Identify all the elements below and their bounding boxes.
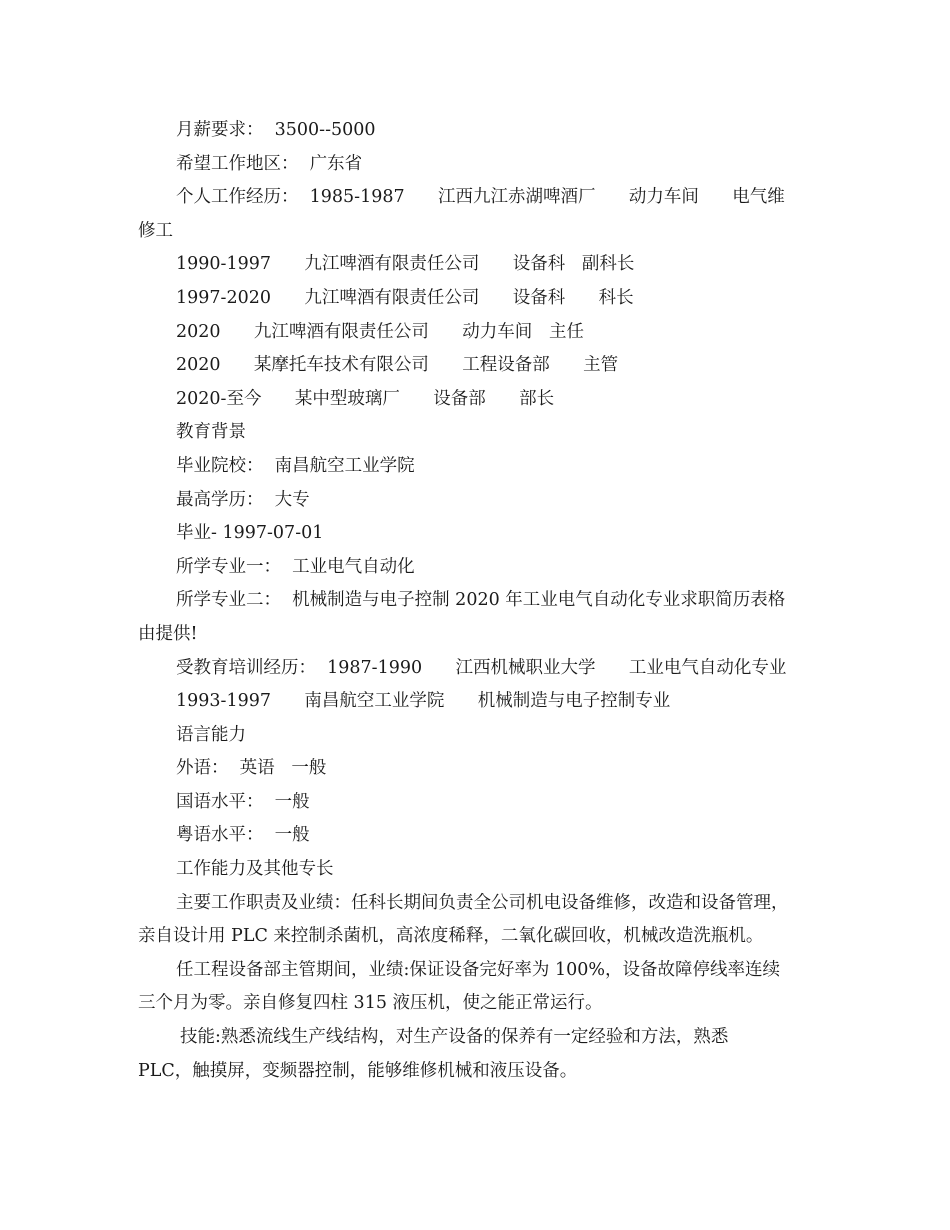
salary-line: 月薪要求： 3500--5000 [176,120,376,140]
work-history-entry: 2020 九江啤酒有限责任公司 动力车间 主任 [176,321,584,342]
location-line: 希望工作地区： 广东省 [176,153,363,174]
degree-line: 最高学历： 大专 [176,489,310,510]
skills-paragraph-continuation: PLC，触摸屏，变频器控制，能够维修机械和液压设备。 [138,1060,578,1081]
cantonese-line: 粤语水平： 一般 [176,825,310,846]
work-history-entry: 2020-至今 某中型玻璃厂 设备部 部长 [176,388,555,409]
duties-paragraph-continuation: 亲自设计用 PLC 来控制杀菌机，高浓度稀释，二氧化碳回收，机械改造洗瓶机。 [138,926,764,947]
training-entry: 1993-1997 南昌航空工业学院 机械制造与电子控制专业 [176,691,671,712]
school-line: 毕业院校： 南昌航空工业学院 [176,455,415,476]
achievement-paragraph-continuation: 三个月为零。亲自修复四柱 315 液压机，使之能正常运行。 [138,993,603,1014]
duties-paragraph-line: 主要工作职责及业绩：任科长期间负责全公司机电设备维修，改造和设备管理， [176,892,789,913]
language-heading: 语言能力 [176,724,246,745]
major-one-line: 所学专业一： 工业电气自动化 [176,556,415,577]
resume-body [138,114,818,1088]
training-line: 受教育培训经历： 1987-1990 江西机械职业大学 工业电气自动化专业 [176,657,787,678]
work-history-continuation: 修工 [138,220,173,241]
abilities-heading: 工作能力及其他专长 [176,859,334,880]
foreign-language-line: 外语： 英语 一般 [176,758,327,779]
education-heading: 教育背景 [176,422,246,443]
graduation-date-line: 毕业- 1997-07-01 [176,523,324,544]
skills-paragraph-line: 技能:熟悉流线生产线结构，对生产设备的保养有一定经验和方法，熟悉 [180,1027,729,1048]
mandarin-line: 国语水平： 一般 [176,791,310,812]
work-history-entry: 1990-1997 九江啤酒有限责任公司 设备科 副科长 [176,254,635,275]
achievement-paragraph-line: 任工程设备部主管期间，业绩:保证设备完好率为 100%，设备故障停线率连续 [176,959,780,980]
major-two-line: 所学专业二： 机械制造与电子控制 2020 年工业电气自动化专业求职简历表格 [176,590,786,611]
work-history-entry: 2020 某摩托车技术有限公司 工程设备部 主管 [176,355,619,376]
major-two-continuation: 由提供! [138,623,198,644]
work-history-entry: 1997-2020 九江啤酒有限责任公司 设备科 科长 [176,287,634,308]
work-history-line: 个人工作经历： 1985-1987 江西九江赤湖啤酒厂 动力车间 电气维 [176,187,785,208]
